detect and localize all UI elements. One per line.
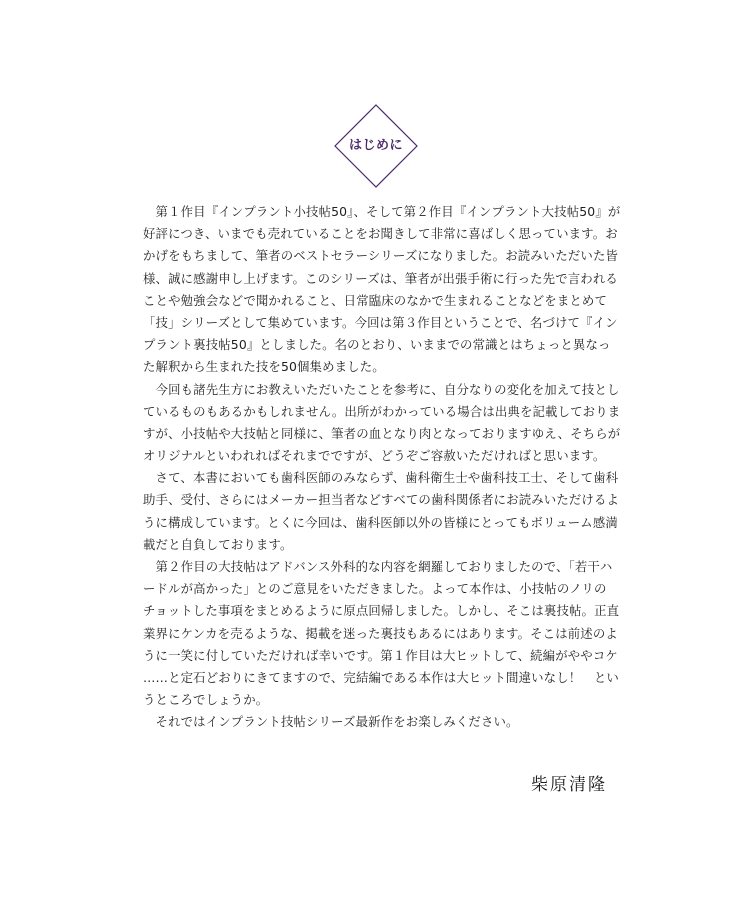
body-line: うところでしょうか。	[143, 692, 269, 708]
body-line: ……と定石どおりにきてますので、完結編である本作は大ヒット間違いなし！ とい	[143, 669, 619, 685]
body-line: ているものもあるかもしれません。出所がわかっている場合は出典を記載しておりま	[143, 403, 621, 419]
body-line: 様、誠に感謝申し上げます。このシリーズは、筆者が出張手術に行った先で言われる	[143, 270, 618, 286]
body-line: 「技」シリーズとして集めています。今回は第３作目ということで、名づけて『イン	[143, 314, 618, 330]
body-line: プラント裏技帖50』としました。名のとおり、いままでの常識とはちょっと異なっ	[143, 337, 611, 353]
body-line: チョットした事項をまとめるように原点回帰しました。しかし、そこは裏技帖。正直	[143, 603, 620, 619]
body-line: 載だと自負しております。	[143, 536, 293, 552]
body-line: 今回も諸先生方にお教えいただいたことを参考に、自分なりの変化を加えて技とし	[143, 381, 620, 397]
body-line: うに一笑に付していただければ幸いです。第１作目は大ヒットして、続編がややコケ	[143, 647, 618, 663]
body-line: うに構成しています。とくに今回は、歯科医師以外の皆様にとってもボリューム感満	[143, 514, 618, 530]
body-line: 第１作目『インプラント小技帖50』、そして第２作目『インプラント大技帖50』が	[143, 204, 621, 219]
title-diamond	[334, 104, 418, 188]
body-line: 好評につき、いまでも売れていることをお聞きして非常に喜ばしく思っています。お	[143, 226, 618, 242]
page-title: はじめに	[348, 138, 403, 153]
body-line: オリジナルといわれればそれまでですが、どうぞご容赦いただければと思います。	[143, 448, 606, 464]
body-line: た解釈から生まれた技を50個集めました。	[143, 359, 385, 375]
author-signature: 柴原清隆	[531, 775, 607, 795]
body-text	[143, 201, 621, 734]
body-line: それではインプラント技帖シリーズ最新作をお楽しみください。	[143, 714, 519, 730]
body-line: 助手、受付、さらにはメーカー担当者などすべての歯科関係者にお読みいただけるよ	[143, 492, 620, 508]
body-line: さて、本書においても歯科医師のみならず、歯科衛生士や歯科技工士、そして歯科	[143, 470, 619, 486]
body-line: すが、小技帖や大技帖と同様に、筆者の血となり肉となっておりますゆえ、そちらが	[143, 425, 621, 441]
body-line: 第２作目の大技帖はアドバンス外科的な内容を網羅しておりましたので、「若干ハ	[143, 559, 613, 574]
body-line: 業界にケンカを売るような、掲載を迷った裏技もあるにはあります。そこは前述のよ	[143, 625, 618, 641]
body-line: かげをもちまして、筆者のベストセラーシリーズになりました。お読みいただいた皆	[143, 248, 619, 264]
body-line: ードルが高かった」とのご意見をいただきました。よって本作は、小技帖のノリの	[143, 581, 607, 597]
body-line: ことや勉強会などで聞かれること、日常臨床のなかで生まれることなどをまとめて	[143, 292, 608, 308]
